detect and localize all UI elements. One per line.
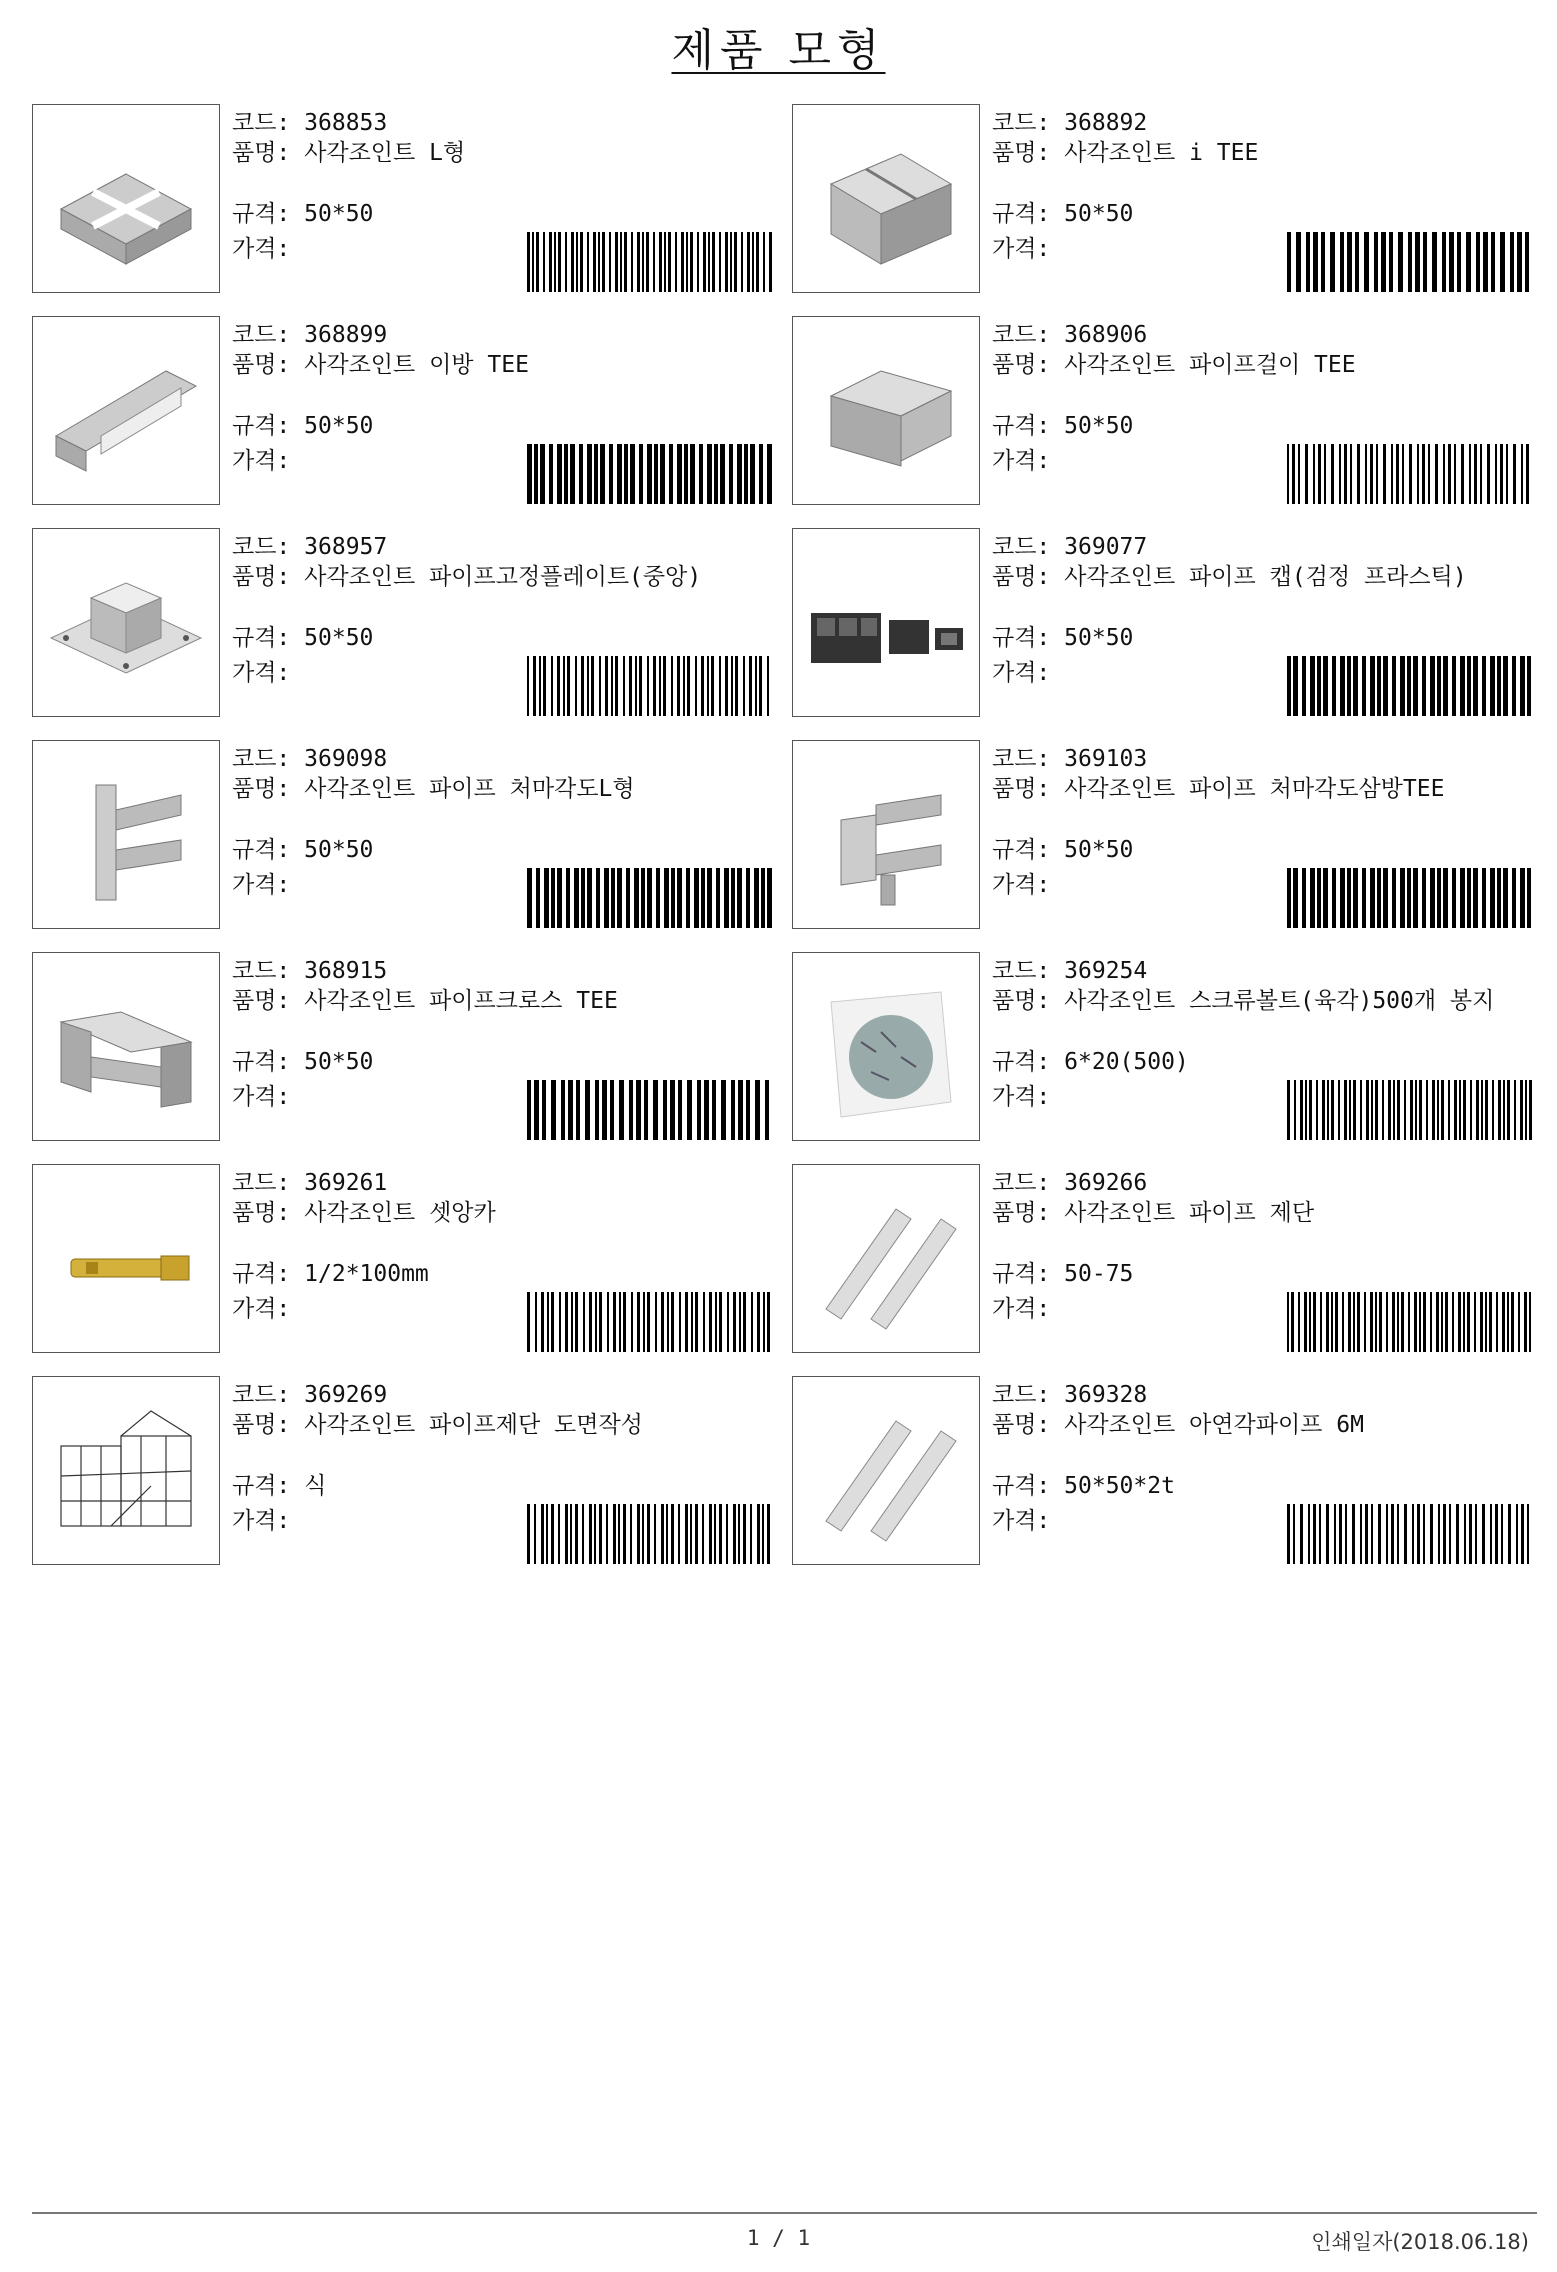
barcode-image <box>527 868 776 928</box>
code-label: 코드: <box>232 110 291 136</box>
product-spec: 50*50 <box>304 413 374 439</box>
product-spec-row <box>232 199 373 229</box>
product-image <box>32 740 220 929</box>
barcode-image <box>1287 232 1536 292</box>
product-spec-row <box>232 411 373 441</box>
product-price-row <box>232 1506 304 1536</box>
product-spec: 50-75 <box>1064 1261 1134 1287</box>
product-name-row <box>992 1198 1314 1228</box>
product-code-row <box>992 1380 1147 1410</box>
page-title: 제품 모형 <box>671 25 886 76</box>
product-image <box>32 1376 220 1565</box>
product-code: 369266 <box>1064 1170 1148 1196</box>
product-name: 사각조인트 파이프제단 도면작성 <box>304 1412 643 1438</box>
product-code: 368892 <box>1064 110 1148 136</box>
product-card <box>32 740 776 932</box>
product-image <box>792 740 980 929</box>
footer-divider <box>32 2212 1537 2214</box>
name-label: 품명: <box>232 140 291 166</box>
price-label: 가격: <box>992 1296 1051 1322</box>
barcode-image <box>1287 1292 1536 1352</box>
screw-bag-image <box>801 962 971 1132</box>
product-image <box>792 1376 980 1565</box>
plastic-cap-image <box>801 538 971 708</box>
barcode-image <box>527 232 776 292</box>
spec-label: 규격: <box>232 201 291 227</box>
product-code-row <box>992 1168 1147 1198</box>
price-label: 가격: <box>232 872 291 898</box>
product-name-row <box>992 350 1356 380</box>
product-code: 368899 <box>304 322 388 348</box>
product-spec: 50*50 <box>1064 413 1134 439</box>
product-price-row <box>232 1082 304 1112</box>
product-code: 369254 <box>1064 958 1148 984</box>
i-tee-joint-image <box>801 114 971 284</box>
product-code-row <box>992 532 1147 562</box>
product-code: 369261 <box>304 1170 388 1196</box>
price-label: 가격: <box>232 1296 291 1322</box>
product-card <box>792 740 1536 932</box>
product-code-row <box>232 320 387 350</box>
spec-label: 규격: <box>232 1049 291 1075</box>
product-spec: 50*50 <box>304 625 374 651</box>
product-name: 사각조인트 스크류볼트(육각)500개 봉지 <box>1064 988 1495 1014</box>
product-price-row <box>232 1294 304 1324</box>
product-image <box>32 316 220 505</box>
product-spec: 50*50 <box>304 201 374 227</box>
cross-tee-image <box>41 962 211 1132</box>
product-code-row <box>232 956 387 986</box>
product-spec-row <box>232 1259 429 1289</box>
barcode-image <box>527 656 776 716</box>
product-name: 사각조인트 파이프 캡(검정 프라스틱) <box>1064 564 1467 590</box>
product-code: 369098 <box>304 746 388 772</box>
product-code: 368957 <box>304 534 388 560</box>
product-name-row <box>992 774 1444 804</box>
product-spec-row <box>992 1047 1189 1077</box>
spec-label: 규격: <box>992 1049 1051 1075</box>
product-spec-row <box>232 835 373 865</box>
barcode-image <box>527 1080 776 1140</box>
price-label: 가격: <box>992 660 1051 686</box>
product-name-row <box>992 986 1494 1016</box>
pipe-cut-image <box>801 1174 971 1344</box>
code-label: 코드: <box>232 322 291 348</box>
product-image <box>792 952 980 1141</box>
product-name: 사각조인트 셋앙카 <box>304 1200 496 1226</box>
spec-label: 규격: <box>992 837 1051 863</box>
product-grid <box>32 104 1542 1574</box>
name-label: 품명: <box>992 140 1051 166</box>
product-price-row <box>992 1506 1064 1536</box>
product-code-row <box>232 1168 387 1198</box>
two-way-tee-image <box>41 326 211 496</box>
product-name-row <box>232 350 529 380</box>
product-spec: 50*50 <box>304 1049 374 1075</box>
product-spec-row <box>992 199 1133 229</box>
product-price-row <box>992 446 1064 476</box>
name-label: 품명: <box>992 564 1051 590</box>
spec-label: 규격: <box>232 837 291 863</box>
price-label: 가격: <box>992 872 1051 898</box>
product-name: 사각조인트 L형 <box>304 140 466 166</box>
code-label: 코드: <box>992 110 1051 136</box>
product-name: 사각조인트 i TEE <box>1064 140 1259 166</box>
name-label: 품명: <box>232 564 291 590</box>
barcode-image <box>527 1292 776 1352</box>
name-label: 품명: <box>232 352 291 378</box>
product-code-row <box>992 108 1147 138</box>
page-number: 1 / 1 <box>746 2226 811 2250</box>
code-label: 코드: <box>992 534 1051 560</box>
product-name: 사각조인트 이방 TEE <box>304 352 529 378</box>
name-label: 품명: <box>232 1412 291 1438</box>
product-spec-row <box>232 1471 326 1501</box>
product-spec: 1/2*100mm <box>304 1261 429 1287</box>
product-card <box>792 316 1536 508</box>
name-label: 품명: <box>992 776 1051 802</box>
name-label: 품명: <box>232 988 291 1014</box>
product-card <box>792 104 1536 296</box>
product-code-row <box>232 1380 387 1410</box>
name-label: 품명: <box>992 1200 1051 1226</box>
price-label: 가격: <box>232 1508 291 1534</box>
product-price-row <box>992 1294 1064 1324</box>
product-code-row <box>992 744 1147 774</box>
price-label: 가격: <box>992 1508 1051 1534</box>
product-spec: 50*50*2t <box>1064 1473 1175 1499</box>
product-name: 사각조인트 파이프 처마각도삼방TEE <box>1064 776 1445 802</box>
product-spec-row <box>992 835 1133 865</box>
product-image <box>792 316 980 505</box>
product-card <box>792 952 1536 1144</box>
product-spec-row <box>992 1471 1175 1501</box>
barcode-image <box>1287 868 1536 928</box>
product-image <box>792 104 980 293</box>
product-image <box>32 104 220 293</box>
pipe-hanger-tee-image <box>801 326 971 496</box>
spec-label: 규격: <box>992 413 1051 439</box>
product-spec-row <box>232 623 373 653</box>
barcode-image <box>1287 656 1536 716</box>
code-label: 코드: <box>992 746 1051 772</box>
product-name: 사각조인트 파이프 처마각도L형 <box>304 776 635 802</box>
code-label: 코드: <box>992 1382 1051 1408</box>
spec-label: 규격: <box>992 625 1051 651</box>
product-card <box>792 528 1536 720</box>
product-spec: 50*50 <box>304 837 374 863</box>
product-spec-row <box>992 411 1133 441</box>
product-spec: 식 <box>304 1473 327 1499</box>
product-name-row <box>232 1198 496 1228</box>
price-label: 가격: <box>232 236 291 262</box>
product-code: 369328 <box>1064 1382 1148 1408</box>
product-spec-row <box>992 1259 1133 1289</box>
product-name-row <box>232 986 618 1016</box>
eave-angle-3way-image <box>801 750 971 920</box>
code-label: 코드: <box>232 1170 291 1196</box>
code-label: 코드: <box>232 958 291 984</box>
product-card <box>32 528 776 720</box>
product-card <box>32 1376 776 1568</box>
barcode-image <box>1287 444 1536 504</box>
product-card <box>32 1164 776 1356</box>
name-label: 품명: <box>992 352 1051 378</box>
zinc-pipe-image <box>801 1386 971 1556</box>
product-image <box>32 1164 220 1353</box>
product-name-row <box>992 1410 1364 1440</box>
price-label: 가격: <box>992 236 1051 262</box>
product-card <box>792 1164 1536 1356</box>
product-name-row <box>232 562 701 592</box>
name-label: 품명: <box>992 988 1051 1014</box>
price-label: 가격: <box>232 1084 291 1110</box>
product-code: 369077 <box>1064 534 1148 560</box>
barcode-image <box>527 1504 776 1564</box>
product-code: 369103 <box>1064 746 1148 772</box>
product-code: 368915 <box>304 958 388 984</box>
product-code-row <box>232 744 387 774</box>
spec-label: 규격: <box>232 1473 291 1499</box>
price-label: 가격: <box>992 448 1051 474</box>
name-label: 품명: <box>992 1412 1051 1438</box>
set-anchor-image <box>41 1174 211 1344</box>
product-name-row <box>232 774 635 804</box>
product-name-row <box>232 1410 643 1440</box>
spec-label: 규격: <box>992 1261 1051 1287</box>
code-label: 코드: <box>232 1382 291 1408</box>
spec-label: 규격: <box>232 413 291 439</box>
product-price-row <box>232 446 304 476</box>
print-date: 인쇄일자(2018.06.18) <box>1311 2230 1529 2254</box>
product-price-row <box>992 234 1064 264</box>
product-card <box>32 104 776 296</box>
product-code-row <box>232 532 387 562</box>
product-price-row <box>232 234 304 264</box>
product-name-row <box>992 562 1467 592</box>
price-label: 가격: <box>992 1084 1051 1110</box>
barcode-image <box>527 444 776 504</box>
product-spec-row <box>232 1047 373 1077</box>
product-spec: 50*50 <box>1064 201 1134 227</box>
barcode-image <box>1287 1504 1536 1564</box>
product-name: 사각조인트 파이프고정플레이트(중앙) <box>304 564 702 590</box>
name-label: 품명: <box>232 1200 291 1226</box>
product-name-row <box>232 138 465 168</box>
product-price-row <box>992 1082 1064 1112</box>
eave-angle-l-image <box>41 750 211 920</box>
product-code: 368906 <box>1064 322 1148 348</box>
product-name: 사각조인트 파이프크로스 TEE <box>304 988 618 1014</box>
product-card <box>32 952 776 1144</box>
product-code: 368853 <box>304 110 388 136</box>
code-label: 코드: <box>992 958 1051 984</box>
fixing-plate-image <box>41 538 211 708</box>
product-code: 369269 <box>304 1382 388 1408</box>
spec-label: 규격: <box>232 1261 291 1287</box>
product-image <box>32 952 220 1141</box>
code-label: 코드: <box>992 1170 1051 1196</box>
product-price-row <box>232 870 304 900</box>
product-name: 사각조인트 아연각파이프 6M <box>1064 1412 1364 1438</box>
product-name-row <box>992 138 1258 168</box>
product-spec-row <box>992 623 1133 653</box>
product-spec: 50*50 <box>1064 625 1134 651</box>
spec-label: 규격: <box>232 625 291 651</box>
product-image <box>792 1164 980 1353</box>
spec-label: 규격: <box>992 1473 1051 1499</box>
code-label: 코드: <box>232 746 291 772</box>
product-image <box>792 528 980 717</box>
code-label: 코드: <box>232 534 291 560</box>
code-label: 코드: <box>992 322 1051 348</box>
product-card <box>792 1376 1536 1568</box>
product-name: 사각조인트 파이프 제단 <box>1064 1200 1315 1226</box>
barcode-image <box>1287 1080 1536 1140</box>
product-price-row <box>232 658 304 688</box>
product-price-row <box>992 658 1064 688</box>
price-label: 가격: <box>232 660 291 686</box>
product-spec: 6*20(500) <box>1064 1049 1189 1075</box>
drawing-image <box>41 1386 211 1556</box>
product-code-row <box>992 956 1147 986</box>
l-joint-image <box>41 114 211 284</box>
price-label: 가격: <box>232 448 291 474</box>
product-spec: 50*50 <box>1064 837 1134 863</box>
spec-label: 규격: <box>992 201 1051 227</box>
name-label: 품명: <box>232 776 291 802</box>
product-name: 사각조인트 파이프걸이 TEE <box>1064 352 1356 378</box>
product-card <box>32 316 776 508</box>
product-image <box>32 528 220 717</box>
product-code-row <box>232 108 387 138</box>
product-code-row <box>992 320 1147 350</box>
product-price-row <box>992 870 1064 900</box>
